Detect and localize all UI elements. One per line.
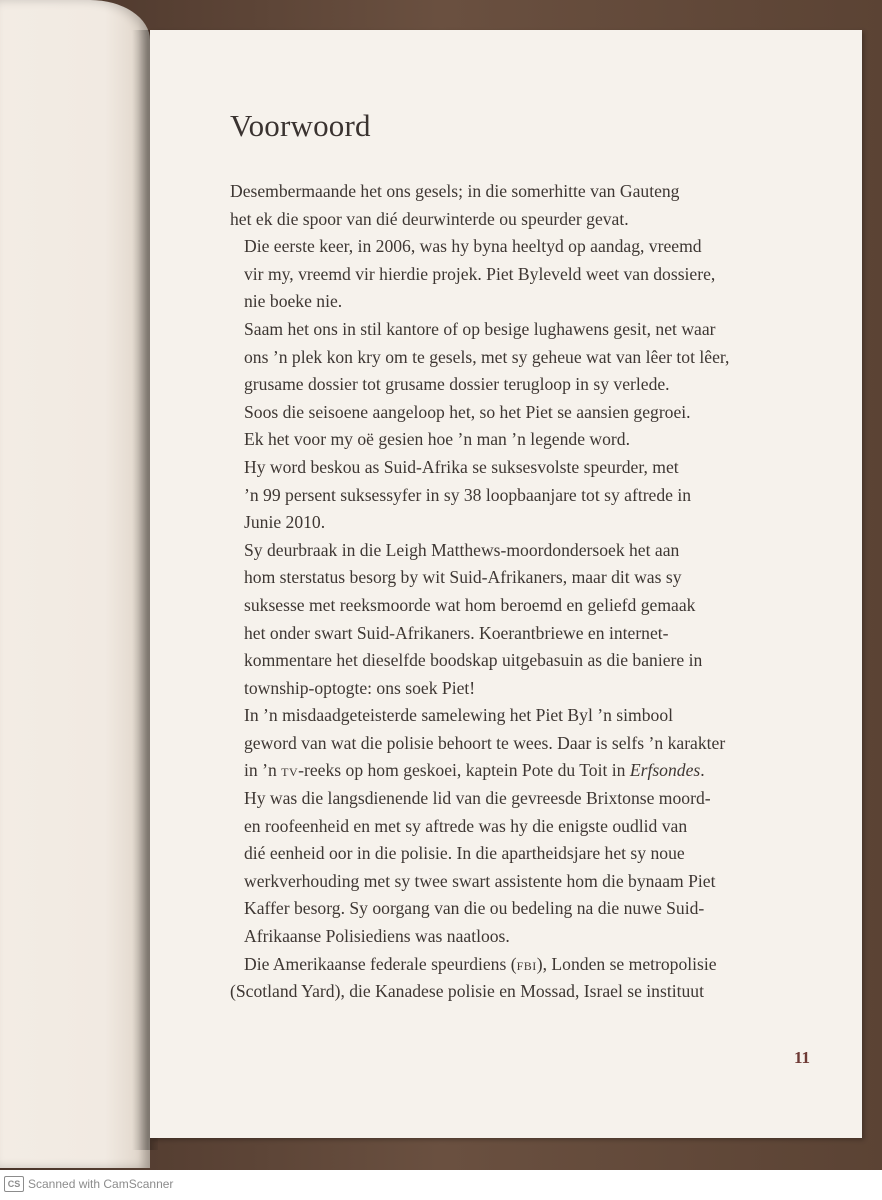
page-title: Voorwoord [230, 108, 371, 143]
watermark-text: Scanned with CamScanner [28, 1177, 174, 1191]
text-line: Ek het voor my oë gesien hoe ’n man ’n legende word. [244, 429, 630, 450]
paragraph [230, 951, 790, 1006]
paragraph [230, 454, 790, 537]
left-page [0, 0, 150, 1168]
text-line: ’n 99 persent suksessyfer in sy 38 loopbaanjare tot sy aftrede in [244, 484, 692, 505]
text-line: het ek die spoor van dié deurwinterde ou speurder gevat. [230, 208, 629, 229]
paragraph [230, 233, 790, 316]
text-line: het onder swart Suid-Afrikaners. Koerantbriewe en internet- [244, 622, 669, 643]
text-line-tv [230, 757, 790, 785]
text-line: Hy word beskou as Suid-Afrika se suksesvolste speurder, met [244, 456, 679, 477]
text-segment: in ’n [244, 760, 282, 781]
text-line: ons ’n plek kon kry om te gesels, met sy geheue wat van lêer tot lêer, [244, 346, 730, 367]
text-line: werkverhouding met sy twee swart assistente hom die bynaam Piet [244, 870, 716, 891]
text-line: nie boeke nie. [244, 291, 343, 312]
page-number: 11 [793, 1048, 810, 1067]
text-line: dié eenheid oor in die polisie. In die apartheidsjare het sy noue [244, 843, 685, 864]
text-line: hom sterstatus besorg by wit Suid-Afrikaners, maar dit was sy [244, 567, 682, 588]
text-segment: . [700, 760, 705, 781]
text-segment: ), Londen se metropolisie [536, 953, 717, 974]
paragraph [230, 316, 790, 399]
text-line: Hy was die langsdienende lid van die gevreesde Brixtonse moord- [244, 788, 711, 809]
text-line: suksesse met reeksmoorde wat hom beroemd en geliefd gemaak [244, 594, 696, 615]
text-line: township-optogte: ons soek Piet! [244, 677, 476, 698]
text-line: grusame dossier tot grusame dossier terugloop in sy verlede. [244, 374, 670, 395]
paragraph [230, 178, 790, 233]
text-line: Sy deurbraak in die Leigh Matthews-moordondersoek het aan [244, 539, 680, 560]
book-page [150, 30, 862, 1138]
text-segment: -reeks op hom geskoei, kaptein Pote du Toit in [298, 760, 630, 781]
text-line: Saam het ons in stil kantore of op besige lughawens gesit, net waar [244, 318, 716, 339]
text-segment: Die Amerikaanse federale speurdiens ( [244, 953, 517, 974]
text-line: (Scotland Yard), die Kanadese polisie en Mossad, Israel se instituut [230, 981, 704, 1002]
camscanner-logo-icon: CS [4, 1176, 24, 1192]
text-line: Junie 2010. [244, 512, 326, 533]
text-line: In ’n misdaadgeteisterde samelewing het Piet Byl ’n simbool [244, 705, 674, 726]
text-line: vir my, vreemd vir hierdie projek. Piet Byleveld weet van dossiere, [244, 263, 716, 284]
text-line: Desembermaande het ons gesels; in die somerhitte van Gauteng [230, 181, 680, 201]
paragraph [230, 785, 790, 951]
small-caps-abbreviation: tv [281, 760, 299, 781]
text-line: Kaffer besorg. Sy oorgang van die ou bedeling na die nuwe Suid- [244, 898, 705, 919]
italic-title: Erfsondes [629, 760, 701, 781]
text-line: en roofeenheid en met sy aftrede was hy die enigste oudlid van [244, 815, 688, 836]
body-text [230, 178, 790, 1006]
paragraph [230, 702, 790, 785]
paragraph [230, 399, 790, 454]
paragraph [230, 537, 790, 703]
text-line: geword van wat die polisie behoort te wees. Daar is selfs ’n karakter [244, 732, 726, 753]
text-line: Afrikaanse Polisiediens was naatloos. [244, 926, 510, 947]
scanner-watermark [4, 1176, 173, 1192]
text-line: kommentare het dieselfde boodskap uitgebasuin as die baniere in [244, 650, 703, 671]
text-line-fbi [230, 951, 790, 979]
text-line: Soos die seisoene aangeloop het, so het Piet se aansien gegroei. [244, 401, 691, 422]
small-caps-abbreviation: fbi [516, 953, 537, 974]
text-line: Die eerste keer, in 2006, was hy byna heeltyd op aandag, vreemd [244, 236, 702, 257]
